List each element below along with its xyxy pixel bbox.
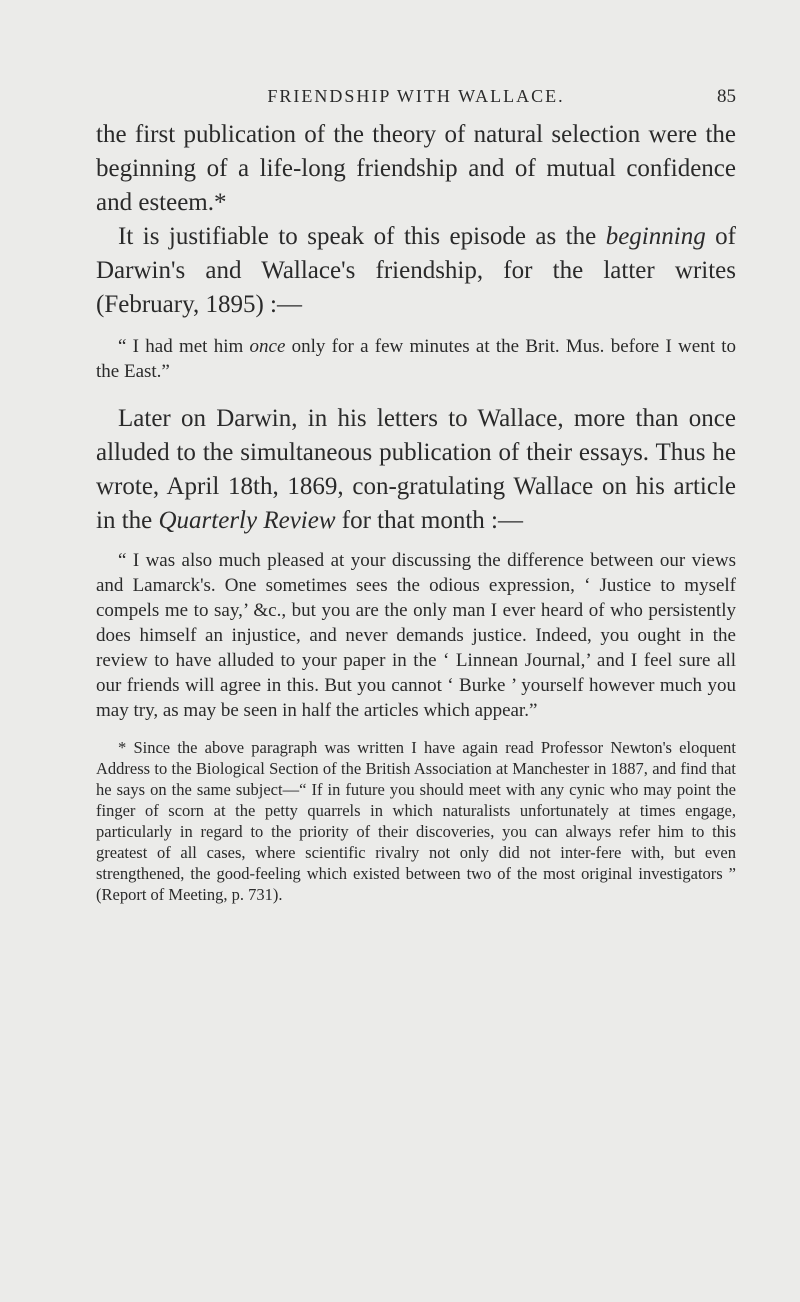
paragraph-2 [96, 220, 736, 322]
body-text [96, 118, 736, 723]
quote-1-text-a: “ I had met him [118, 336, 250, 357]
book-page [96, 78, 736, 905]
page-number: 85 [717, 86, 736, 107]
paragraph-1: the first publication of the theory of natural selection were the beginning of a life-long friendship and of mutual confidence and esteem.* [96, 121, 736, 216]
page-header [96, 78, 736, 118]
paragraph-3-italic: Quarterly Review [158, 507, 336, 534]
paragraph-3-text-a: Later on Darwin, in his letters to Wallace, more than once alluded to the simultaneous publication of their essays. Thus he wrote, April 18th, 1869, con-gratulating Wallace on his article in the [96, 405, 736, 534]
paragraph-2-text-a: It is justifiable to speak of this episode as the [118, 223, 606, 250]
running-head: FRIENDSHIP WITH WALLACE. [267, 86, 565, 106]
quote-1 [96, 334, 736, 384]
quote-1-text-b: only for a few minutes at the Brit. Mus. before I went to the East.” [96, 336, 737, 382]
paragraph-3 [96, 402, 736, 538]
paragraph-2-text-b: of Darwin's and Wallace's friendship, for the latter writes (February, 1895) :— [96, 223, 737, 318]
paragraph-2-italic: beginning [605, 223, 706, 250]
quote-2: “ I was also much pleased at your discussing the difference between our views and Lamarck's. One sometimes sees the odious expression, ‘ Justice to myself compels me to say,’ &c., but you are the only man I ever heard of who persistently does himself an injustice, and never demands justice. Indeed, you ought in the review to have alluded to your paper in the ‘ Linnean Journal,’ and I feel sure all our friends will agree in this. But you cannot ‘ Burke ’ yourself however much you may try, as may be seen in half the articles which appear.” [96, 550, 736, 721]
footnote: * Since the above paragraph was written I have again read Professor Newton's eloquent Address to the Biological Section of the British Association at Manchester in 1887, and find that he says on the same subject—“ If in future you should meet with any cynic who may point the finger of scorn at the petty quarrels in which naturalists unfortunately at times engage, particularly in regard to the priority of their discoveries, you can always refer him to this greatest of all cases, where scientific rivalry not only did not inter-fere with, but even strengthened, the good-feeling which existed between two of the most original investigators ” (Report of Meeting, p. 731). [96, 738, 736, 904]
quote-1-italic: once [249, 336, 286, 357]
paragraph-3-text-b: for that month :— [335, 507, 524, 534]
